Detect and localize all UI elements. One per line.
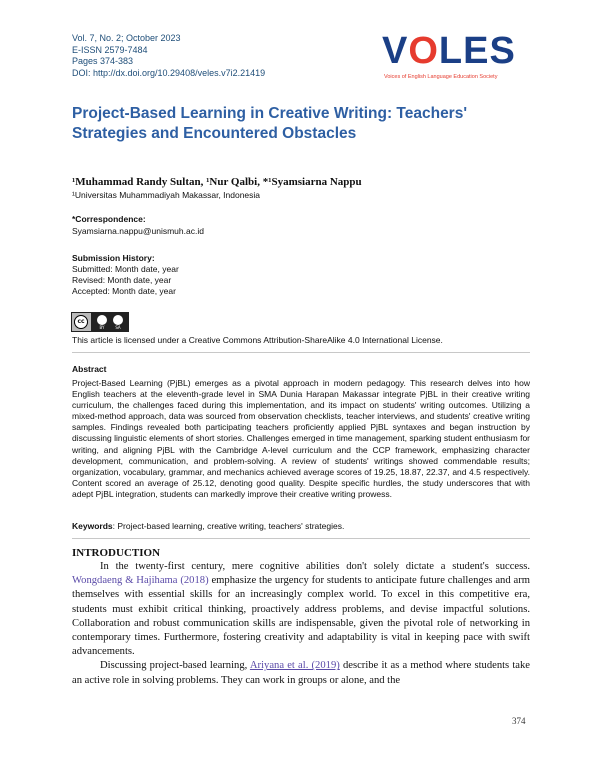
correspondence-heading: *Correspondence: xyxy=(72,214,146,224)
journal-logo xyxy=(382,30,532,90)
keywords-value: : Project-based learning, creative writing, teachers' strategies. xyxy=(112,521,345,531)
divider xyxy=(72,352,530,353)
by-person-icon xyxy=(97,315,107,325)
submitted-date: Submitted: Month date, year xyxy=(72,264,179,274)
submission-history-heading: Submission History: xyxy=(72,253,155,263)
revised-date: Revised: Month date, year xyxy=(72,275,172,285)
logo-o-icon: O xyxy=(408,30,439,72)
paragraph: Discussing project-based learning, Ariyana et al. (2019) describe it as a method where students take an active role in solving problems. They can work in groups or alone, and the xyxy=(72,660,531,686)
logo-wordmark: VOLES xyxy=(382,30,516,72)
page-number: 374 xyxy=(512,716,526,726)
cc-icon: cc xyxy=(74,315,88,329)
article-title: Project-Based Learning in Creative Writing: Teachers' Strategies and Encountered Obstacles xyxy=(72,105,468,142)
journal-doi[interactable]: DOI: http://dx.doi.org/10.29408/veles.v7i2.21419 xyxy=(72,67,266,78)
by-label: BY xyxy=(99,325,105,330)
sa-share-icon xyxy=(113,315,123,325)
divider xyxy=(72,538,530,539)
introduction-heading: INTRODUCTION xyxy=(72,547,161,559)
accepted-date: Accepted: Month date, year xyxy=(72,286,176,296)
submission-history xyxy=(72,264,179,297)
author-affiliation: ¹Universitas Muhammadiyah Makassar, Indonesia xyxy=(72,190,261,200)
abstract-text: Project-Based Learning (PjBL) emerges as a pivotal approach in modern pedagogy. This research delves into how English teachers at the eleventh-grade level in SMA Dunia Harapan Makassar integrate PjBL in their creative writing curriculum, the challenges faced during this implementation, and its impact on students' writing outcomes. Utilizing a mixed-method approach, data was sourced from observation checklists, teacher interviews, and students' creative writing samples. Findings revealed both participating teachers proficiently applied PjBL syntaxes and began instruction by discussing linguistic elements of short stories. Challenges emerged in time management, sparking student enthusiasm for writing, and aligning PjBL with the Cambridge A-level curriculum and the CCP framework, emphasizing character development, communication, and problem-solving. A review of students' writings showed commendable results; organization, vocabulary, grammar, and mechanics achieved average scores of 19.25, 18.87, 22.37, and 4.5 respectively. Content scored an average of 25.12, denoting good quality. Despite specific hurdles, the study underscores that with adept PjBL integration, students can markedly improve their creative writing prowess. xyxy=(72,378,530,499)
journal-meta xyxy=(72,33,265,79)
correspondence-email[interactable]: Syamsiarna.nappu@unismuh.ac.id xyxy=(72,226,204,236)
license-text: This article is licensed under a Creative Commons Attribution-ShareAlike 4.0 International License. xyxy=(72,335,443,345)
citation-link[interactable]: Ariyana et al. (2019) xyxy=(249,660,340,672)
keywords xyxy=(72,521,344,531)
abstract-heading: Abstract xyxy=(72,364,107,374)
logo-subtitle: Voices of English Language Education Society xyxy=(384,74,498,80)
paragraph: In the twenty-first century, mere cognitive abilities don't solely dictate a student's success. Wongdaeng & Hajihama (2018) emphasize the urgency for students to anticipate future challenges and arm themselves with essential skills for an increasingly complex world. To excel in this competitive era, students must exhibit critical thinking, proactively address problems, and devise impactful solutions. Collaboration and robust communication skills are indispensable, given the pivotal role of networking in contemporary times. Furthermore, fostering creativity and adaptability is vital in keeping pace with swift advancements. xyxy=(72,561,530,658)
sa-label: SA xyxy=(115,325,121,330)
article-authors: ¹Muhammad Randy Sultan, ¹Nur Qalbi, *¹Syamsiarna Nappu xyxy=(72,176,362,188)
keywords-label: Keywords xyxy=(72,521,113,531)
journal-pages: Pages 374-383 xyxy=(72,56,134,66)
journal-eissn: E-ISSN 2579-7484 xyxy=(72,44,148,55)
journal-volume: Vol. 7, No. 2; October 2023 xyxy=(72,33,181,43)
introduction-body xyxy=(72,560,530,688)
cc-by-sa-badge[interactable] xyxy=(71,312,129,332)
citation-link[interactable]: Wongdaeng & Hajihama (2018) xyxy=(72,575,209,587)
